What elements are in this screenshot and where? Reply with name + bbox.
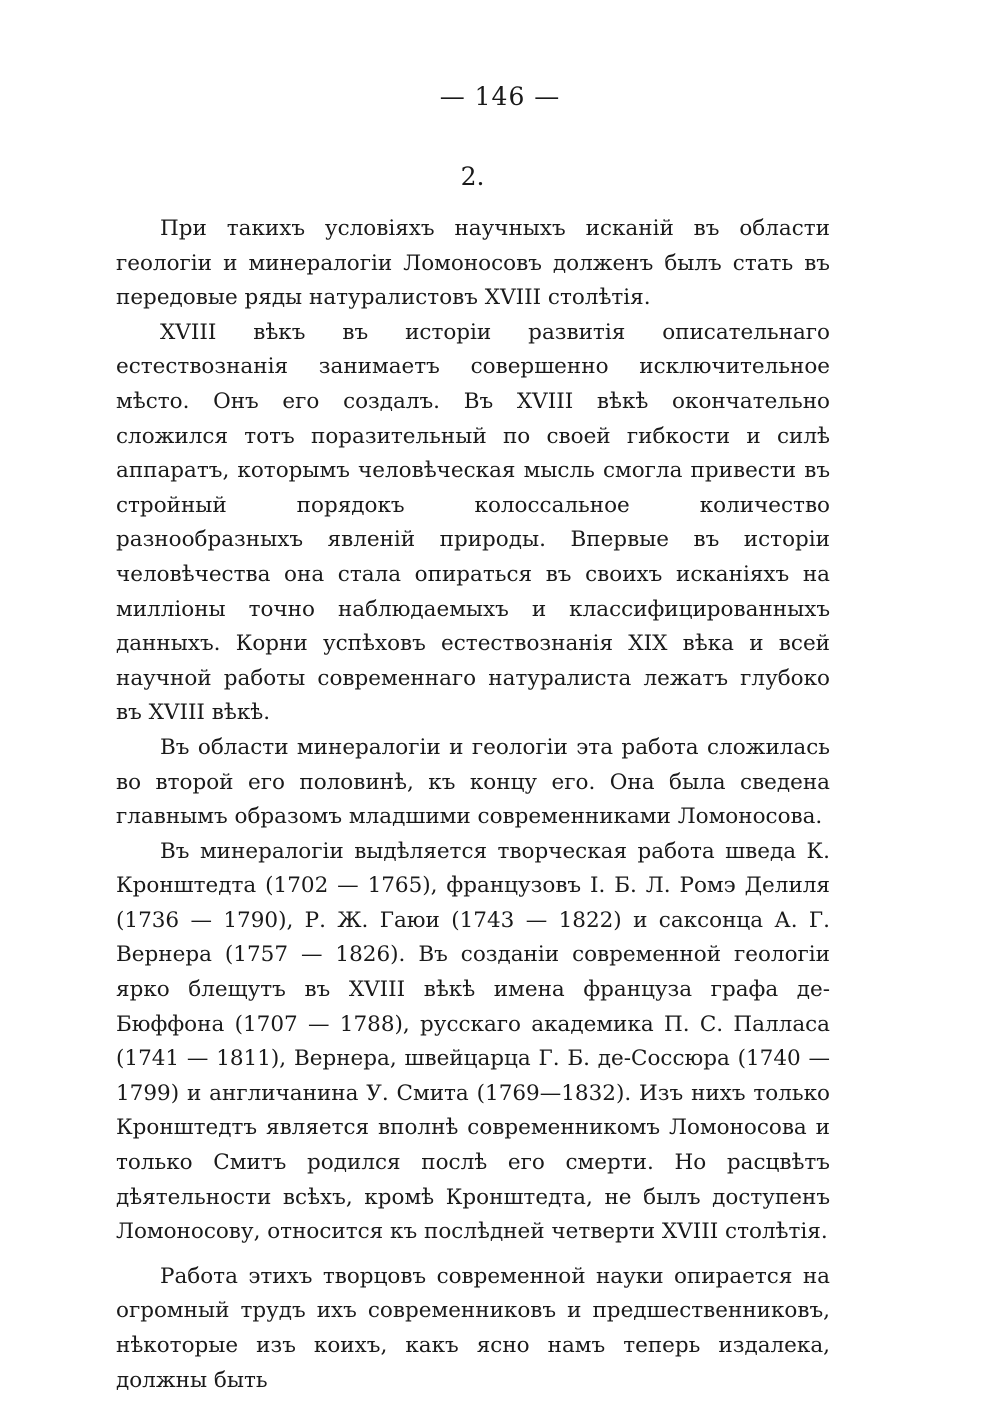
page-number: — 146 — (439, 82, 561, 111)
paragraph: XVIII вѣкъ въ исторіи развитія описательнаго естествознанія занимаетъ совершенно исключительное мѣсто. Онъ его создалъ. Въ XVIII вѣкѣ окончательно сложился тотъ поразительный по своей гибкости и силѣ аппаратъ, которымъ человѣческая мысль смогла привести въ стройный порядокъ колоссальное количество разнообразныхъ явленій природы. Впервые въ исторіи человѣчества она стала опираться въ своихъ исканіяхъ на милліоны точно наблюдаемыхъ и классифицированныхъ данныхъ. Корни успѣховъ естествознанія XIX вѣка и всей научной работы современнаго натуралиста лежатъ глубоко въ XVIII вѣкѣ. (116, 319, 830, 726)
paragraph: Въ минералогіи выдѣляется творческая работа шведа К. Кронштедта (1702 — 1765), французовъ І. Б. Л. Ромэ Делиля (1736 — 1790), Р. Ж. Гаюи (1743 — 1822) и саксонца А. Г. Вернера (1757 — 1826). Въ созданіи современной геологіи ярко блещутъ въ XVIII вѣкѣ имена француза графа де-Бюффона (1707 — 1788), русскаго академика П. С. Палласа (1741 — 1811), Вернера, швейцарца Г. Б. де-Соссюра (1740 — 1799) и англичанина У. Смита (1769—1832). Изъ нихъ только Кронштедтъ является вполнѣ современникомъ Ломоносова и только Смитъ родился послѣ его смерти. Но расцвѣтъ дѣятельности всѣхъ, кромѣ Кронштедта, не былъ доступенъ Ломоносову, относится къ послѣдней четверти XVIII столѣтія. (116, 838, 830, 1245)
section-number: 2. (460, 162, 485, 191)
paragraph: При такихъ условіяхъ научныхъ исканій въ области геологіи и минералогіи Ломоносовъ долженъ былъ стать въ передовые ряды натуралистовъ XVIII столѣтія. (116, 216, 830, 311)
paragraph: Въ области минералогіи и геологіи эта работа сложилась во второй его половинѣ, къ концу его. Она была сведена главнымъ образомъ младшими современниками Ломоносова. (116, 734, 830, 830)
paragraph: Работа этихъ творцовъ современной науки опирается на огромный трудъ ихъ современниковъ и предшественниковъ, нѣкоторые изъ коихъ, какъ ясно намъ теперь издалека, должны быть (116, 1263, 830, 1393)
body-text (116, 212, 830, 1398)
